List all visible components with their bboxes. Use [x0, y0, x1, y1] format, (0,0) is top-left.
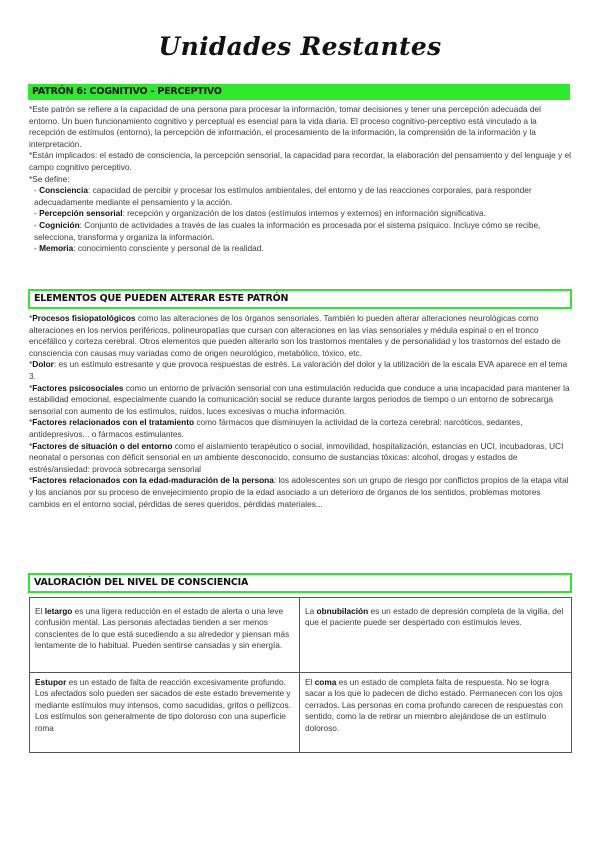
factor-term: Factores relacionados con el tratamiento [32, 417, 195, 428]
factor-term: Dolor [32, 359, 54, 370]
definition-term: Memoria [39, 243, 74, 254]
cell-term: obnubilación [316, 606, 369, 616]
definition-item: - Cognición: Conjunto de actividades a través de las cuales la información es procesada por el sistema psíquico. Incluye cómo se recibe, selecciona, transforma y organiza la información. [34, 219, 541, 242]
factor-item: *Procesos fisiopatológicos como las alteraciones de los órganos sensoriales. También lo pueden alterar alteraciones neurológicas como alteraciones en los nervios periféricos, polineuropatías que cursan con alteraciones en las vías sensoriales y médula espinal o en el tronco encefálico y corteza cerebral. Otros elementos que pueden alterarlo son los trastornos mentales y de personalidad y los trastornos del estado de consciencia con causas muy variadas como de origen neurológico, metabólico, tóxico, etc. [29, 313, 561, 358]
definition-term: Cognición [39, 219, 80, 230]
definition-item: - Memoria: conocimiento consciente y personal de la realidad. [34, 243, 264, 254]
factor-item: *Dolor: es un estímulo estresante y que provoca respuestas de estrés. La valoración del dolor y la utilización de la escala EVA aparece en el tema 3. [29, 359, 568, 381]
table-cell-letargo: El letargo es una ligera reducción en el estado de alerta o una leve confusión mental. Las personas afectadas tienden a ser menos conscientes de lo que está sucediendo a su alrededor y piensan más lentamente de lo habitual. Pueden sentirse cansadas y sin energía. [30, 598, 300, 673]
section-header-valoracion: VALORACIÓN DEL NIVEL DE CONSCIENCIA [28, 573, 572, 593]
consciousness-levels-table [29, 597, 572, 753]
cell-term: coma [314, 677, 337, 687]
factor-term: Factores relacionados con la edad-maduración de la persona [32, 475, 274, 486]
page-title: Unidades Restantes [158, 32, 442, 61]
paragraph-implicados: *Están implicados: el estado de consciencia, la percepción sensorial, la capacidad para recordar, la elaboración del pensamiento y del lenguaje y el campo cognitivo perceptivo. [29, 150, 571, 172]
definition-item: - Percepción sensorial: recepción y organización de los datos (estímulos internos y externos) en información significativa. [34, 208, 486, 219]
factor-term: Factores psicosociales [32, 382, 124, 393]
section-cognitivo-perceptivo-body [29, 104, 571, 255]
paragraph-se-define: *Se define: [29, 173, 70, 184]
definition-item: - Consciencia: capacidad de percibir y procesar los estímulos ambientales, del entorno y de las reacciones corporales, para responder adecuadamente mediante el pensamiento y la acción. [34, 185, 532, 207]
factor-term: Factores de situación o del entorno [32, 440, 173, 451]
factor-item: *Factores relacionados con el tratamiento como fármacos que disminuyen la actividad de la corteza cerebral: narcóticos, sedantes, antidepresivos... o fármacos estimulantes. [29, 417, 523, 439]
paragraph-definition: *Este patrón se refiere a la capacidad de una persona para procesar la información, tomar decisiones y tener una percepción adecuada del entorno. Un buen funcionamiento cognitivo y perceptual es esencial para la vida diaria. El proceso cognitivo-perceptivo está vinculado a la recepción de estímulos (entorno), la percepción de información, el procesamiento de la información, la comprensión de la información y la interpretación. [29, 104, 541, 149]
cell-term: Estupor [35, 677, 67, 687]
section-header-cognitivo-perceptivo: PATRÓN 6: COGNITIVO - PERCEPTIVO [28, 84, 570, 100]
table-row [30, 598, 572, 673]
definition-term: Consciencia [39, 185, 88, 196]
section-header-elementos: ELEMENTOS QUE PUEDEN ALTERAR ESTE PATRÓN [28, 289, 572, 309]
table-cell-coma: El coma es un estado de completa falta de respuesta. No se logra sacar a los que lo padecen de dicho estado. Permanecen con los ojos cerrados. Las personas en coma profundo carecen de respuestas con sentido, como la de retirar un miembro alejándose de un estímulo doloroso. [300, 673, 572, 753]
table-row [30, 673, 572, 753]
cell-term: letargo [44, 606, 73, 616]
definition-term: Percepción sensorial [39, 208, 123, 219]
section-elementos-body [29, 313, 571, 510]
factor-item: *Factores de situación o del entorno como el aislamiento terapéutico o social, inmovilidad, hospitalización, estancias en UCI, incubadoras, UCI neonatal o personas con déficit sensorial en un ambiente desconocido, consumo de sustancias tóxicas: alcohol, drogas y estados de estrés/ansiedad: provoca sobrecarga sensorial [29, 440, 564, 474]
factor-item: *Factores relacionados con la edad-maduración de la persona: los adolescentes son un grupo de riesgo por conflictos propios de la etapa vital y los ancianos por su proceso de envejecimiento propio de la edad asociado a un deterioro de órganos de los sentidos, problemas motores cambios en el entorno social, pérdidas de seres queridos, pérdidas materiales... [29, 475, 569, 509]
factor-term: Procesos fisiopatológicos [32, 313, 136, 323]
table-cell-obnubilacion: La obnubilación es un estado de depresión completa de la vigilia, del que el paciente puede ser despertado con estímulos leves. [300, 598, 572, 673]
factor-item: *Factores psicosociales como un entorno de privación sensorial con una estimulación reducida que conduce a una incapacidad para mantener la estabilidad emocional, especialmente cuando la comunicación social se reduce durante largos periodos de tiempo o un entorno de sobrecarga sensorial con aumento de los estímulos, ruidos, luces excesivas o mucha información. [29, 382, 570, 416]
table-cell-estupor: Estupor es un estado de falta de reacción excesivamente profundo. Los afectados solo pueden ser sacados de este estado brevemente y mediante estímulos muy intensos, como sacudidas, gritos o pellizcos. Los estímulos son generalmente de tipo doloroso con una superficie roma [30, 673, 300, 753]
